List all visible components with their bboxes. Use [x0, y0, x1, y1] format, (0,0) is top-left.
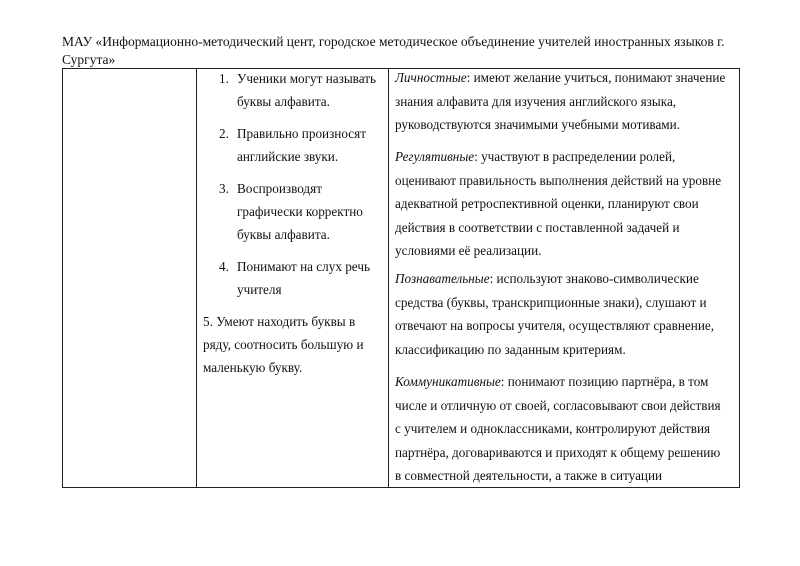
list-number: 1.	[219, 71, 229, 86]
result-item-line: буквы алфавита.	[237, 94, 330, 109]
uud-category-label: Коммуникативные	[395, 374, 501, 389]
uud-text-line: с учителем и одноклассниками, контролируют действия	[395, 421, 711, 436]
page-header	[62, 33, 752, 69]
uud-text-line: партнёра, договариваются и приходят к общему решению	[395, 444, 721, 460]
header-line: МАУ «Информационно-методический цент, городское методическое объединение учителей иностранных языков г.	[62, 34, 725, 49]
uud-text-line: знания алфавита для изучения английского языка,	[395, 93, 677, 109]
result-item-line: Воспроизводят	[237, 181, 322, 196]
uud-text-line: числе и отличную от своей, согласовывают свои действия	[395, 397, 721, 413]
result-item-line: Понимают на слух речь	[237, 259, 370, 274]
uud-text-line: условиями её реализации.	[395, 243, 542, 258]
result-item-5-line: 5. Умеют находить буквы в	[203, 314, 356, 329]
uud-paragraph-first-line	[395, 70, 725, 86]
header-line: Сургута»	[62, 52, 116, 67]
list-number: 4.	[219, 259, 229, 274]
result-item-line: графически корректно	[237, 204, 363, 219]
uud-paragraph-first-line	[395, 149, 675, 165]
list-number: 2.	[219, 126, 229, 141]
uud-text: : участвуют в распределении ролей,	[474, 149, 676, 164]
uud-text-line: руководствуются значимыми учебными мотивами.	[395, 117, 680, 132]
result-item-line: Правильно произносят	[237, 126, 366, 141]
uud-paragraph-first-line	[395, 271, 699, 287]
uud-category-label: Регулятивные	[395, 149, 475, 164]
column-divider	[388, 69, 389, 487]
result-item-5-line: ряду, соотносить большую и	[203, 337, 364, 352]
result-item-line: буквы алфавита.	[237, 227, 330, 242]
uud-text-line: адекватной ретроспективной оценки, планируют свои	[395, 196, 699, 211]
uud-text: : понимают позицию партнёра, в том	[500, 374, 709, 389]
list-number: 3.	[219, 181, 229, 196]
result-item-line: учителя	[237, 282, 282, 297]
uud-text-line: действия в соответствии с поставленной задачей и	[395, 219, 680, 235]
uud-paragraph-first-line	[395, 374, 708, 390]
column-divider	[196, 69, 197, 487]
uud-text-line: в совместной деятельности, а также в ситуации	[395, 468, 663, 483]
uud-text-line: средства (буквы, транскрипционные знаки), слушают и	[395, 294, 707, 310]
uud-text-line: оценивают правильность выполнения действий на уровне	[395, 172, 722, 188]
uud-category-label: Познавательные	[395, 271, 490, 286]
uud-text-line: классификацию по заданным критериям.	[395, 341, 626, 357]
uud-text: : используют знаково-символические	[489, 271, 699, 286]
uud-category-label: Личностные	[395, 70, 467, 85]
result-item-line: английские звуки.	[237, 149, 339, 164]
result-item-5-line: маленькую букву.	[203, 360, 303, 375]
uud-text-line: отвечают на вопросы учителя, осуществляют сравнение,	[395, 318, 715, 333]
result-item-line: Ученики могут называть	[237, 71, 377, 86]
uud-text: : имеют желание учиться, понимают значение	[466, 70, 726, 85]
